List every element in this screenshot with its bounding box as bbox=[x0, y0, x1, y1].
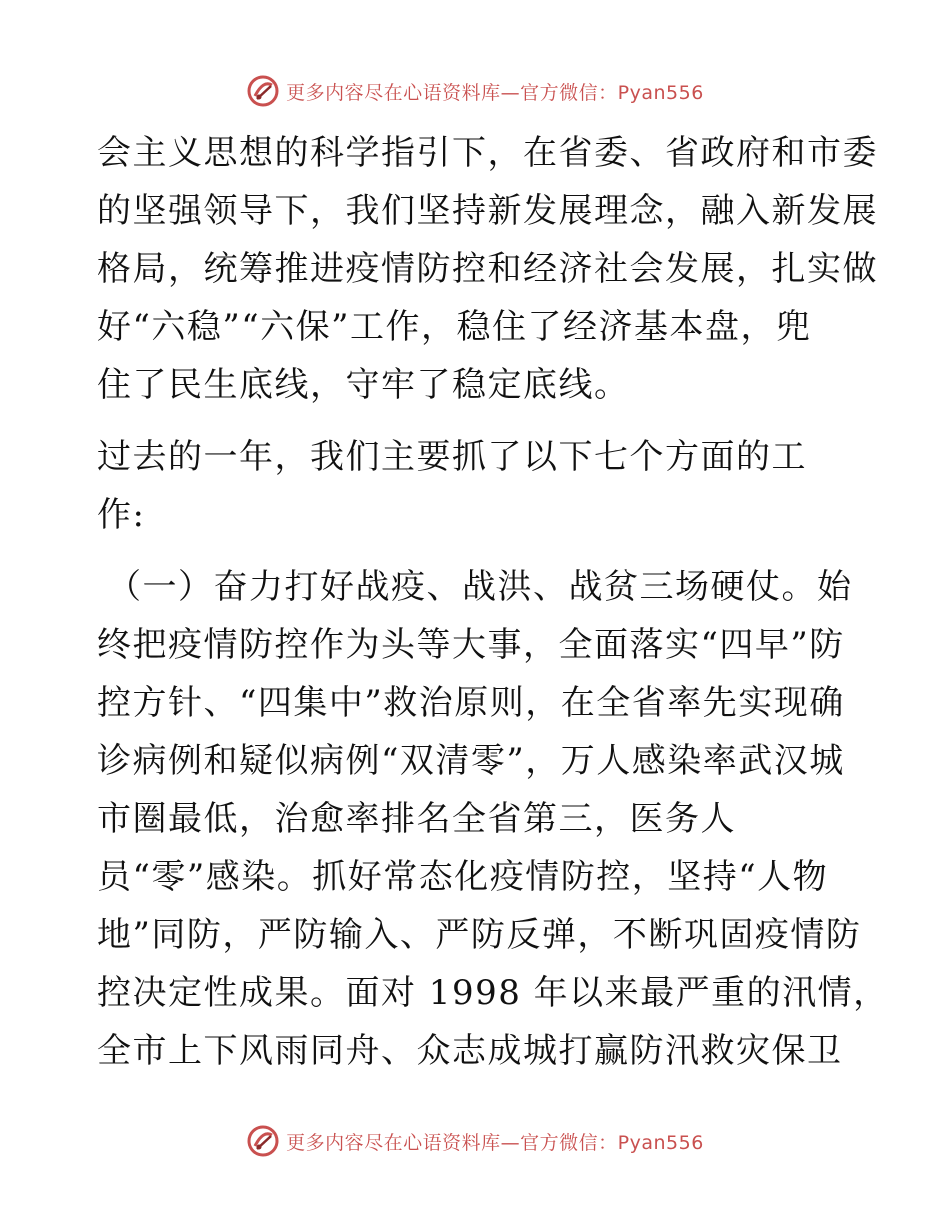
logo-icon bbox=[246, 1124, 280, 1158]
text-line: 市圈最低，治愈率排名全省第三，医务人 bbox=[97, 799, 736, 839]
text-line: 作: bbox=[97, 495, 146, 535]
paragraph-2 bbox=[97, 428, 857, 544]
text-line: 会主义思想的科学指引下，在省委、省政府和市委 bbox=[97, 133, 878, 173]
text-line: 住了民生底线，守牢了稳定底线。 bbox=[97, 365, 630, 405]
text-line: 控方针、“四集中”救治原则，在全省率先实现确 bbox=[97, 683, 845, 723]
logo-icon bbox=[246, 74, 280, 108]
text-line: 地”同防，严防输入、严防反弹，不断巩固疫情防 bbox=[97, 915, 862, 955]
paragraph-1 bbox=[97, 124, 878, 414]
text-line: 过去的一年，我们主要抓了以下七个方面的工 bbox=[97, 437, 807, 477]
text-line: 格局，统筹推进疫情防控和经济社会发展，扎实做 bbox=[97, 249, 878, 289]
header-banner bbox=[0, 74, 950, 108]
text-line: 员“零”感染。抓好常态化疫情防控，坚持“人物 bbox=[97, 857, 829, 897]
text-line: 的坚强领导下，我们坚持新发展理念，融入新发展 bbox=[97, 191, 878, 231]
text-line: 终把疫情防控作为头等大事，全面落实“四早”防 bbox=[97, 625, 845, 665]
text-line: 诊病例和疑似病例“双清零”，万人感染率武汉城 bbox=[97, 741, 845, 781]
banner-text: 更多内容尽在心语资料库—官方微信：Pyan556 bbox=[286, 1131, 704, 1154]
text-line: 控决定性成果。面对 1998 年以来最严重的汛情， bbox=[97, 973, 889, 1013]
text-line: 全市上下风雨同舟、众志成城打赢防汛救灾保卫 bbox=[97, 1031, 843, 1071]
banner-text: 更多内容尽在心语资料库—官方微信：Pyan556 bbox=[286, 81, 704, 104]
text-line: （一）奋力打好战疫、战洪、战贫三场硬仗。始 bbox=[107, 567, 853, 607]
paragraph-3 bbox=[97, 558, 889, 1080]
text-line: 好“六稳”“六保”工作，稳住了经济基本盘，兜 bbox=[97, 307, 812, 347]
document-body bbox=[97, 124, 889, 1080]
footer-banner bbox=[0, 1124, 950, 1158]
